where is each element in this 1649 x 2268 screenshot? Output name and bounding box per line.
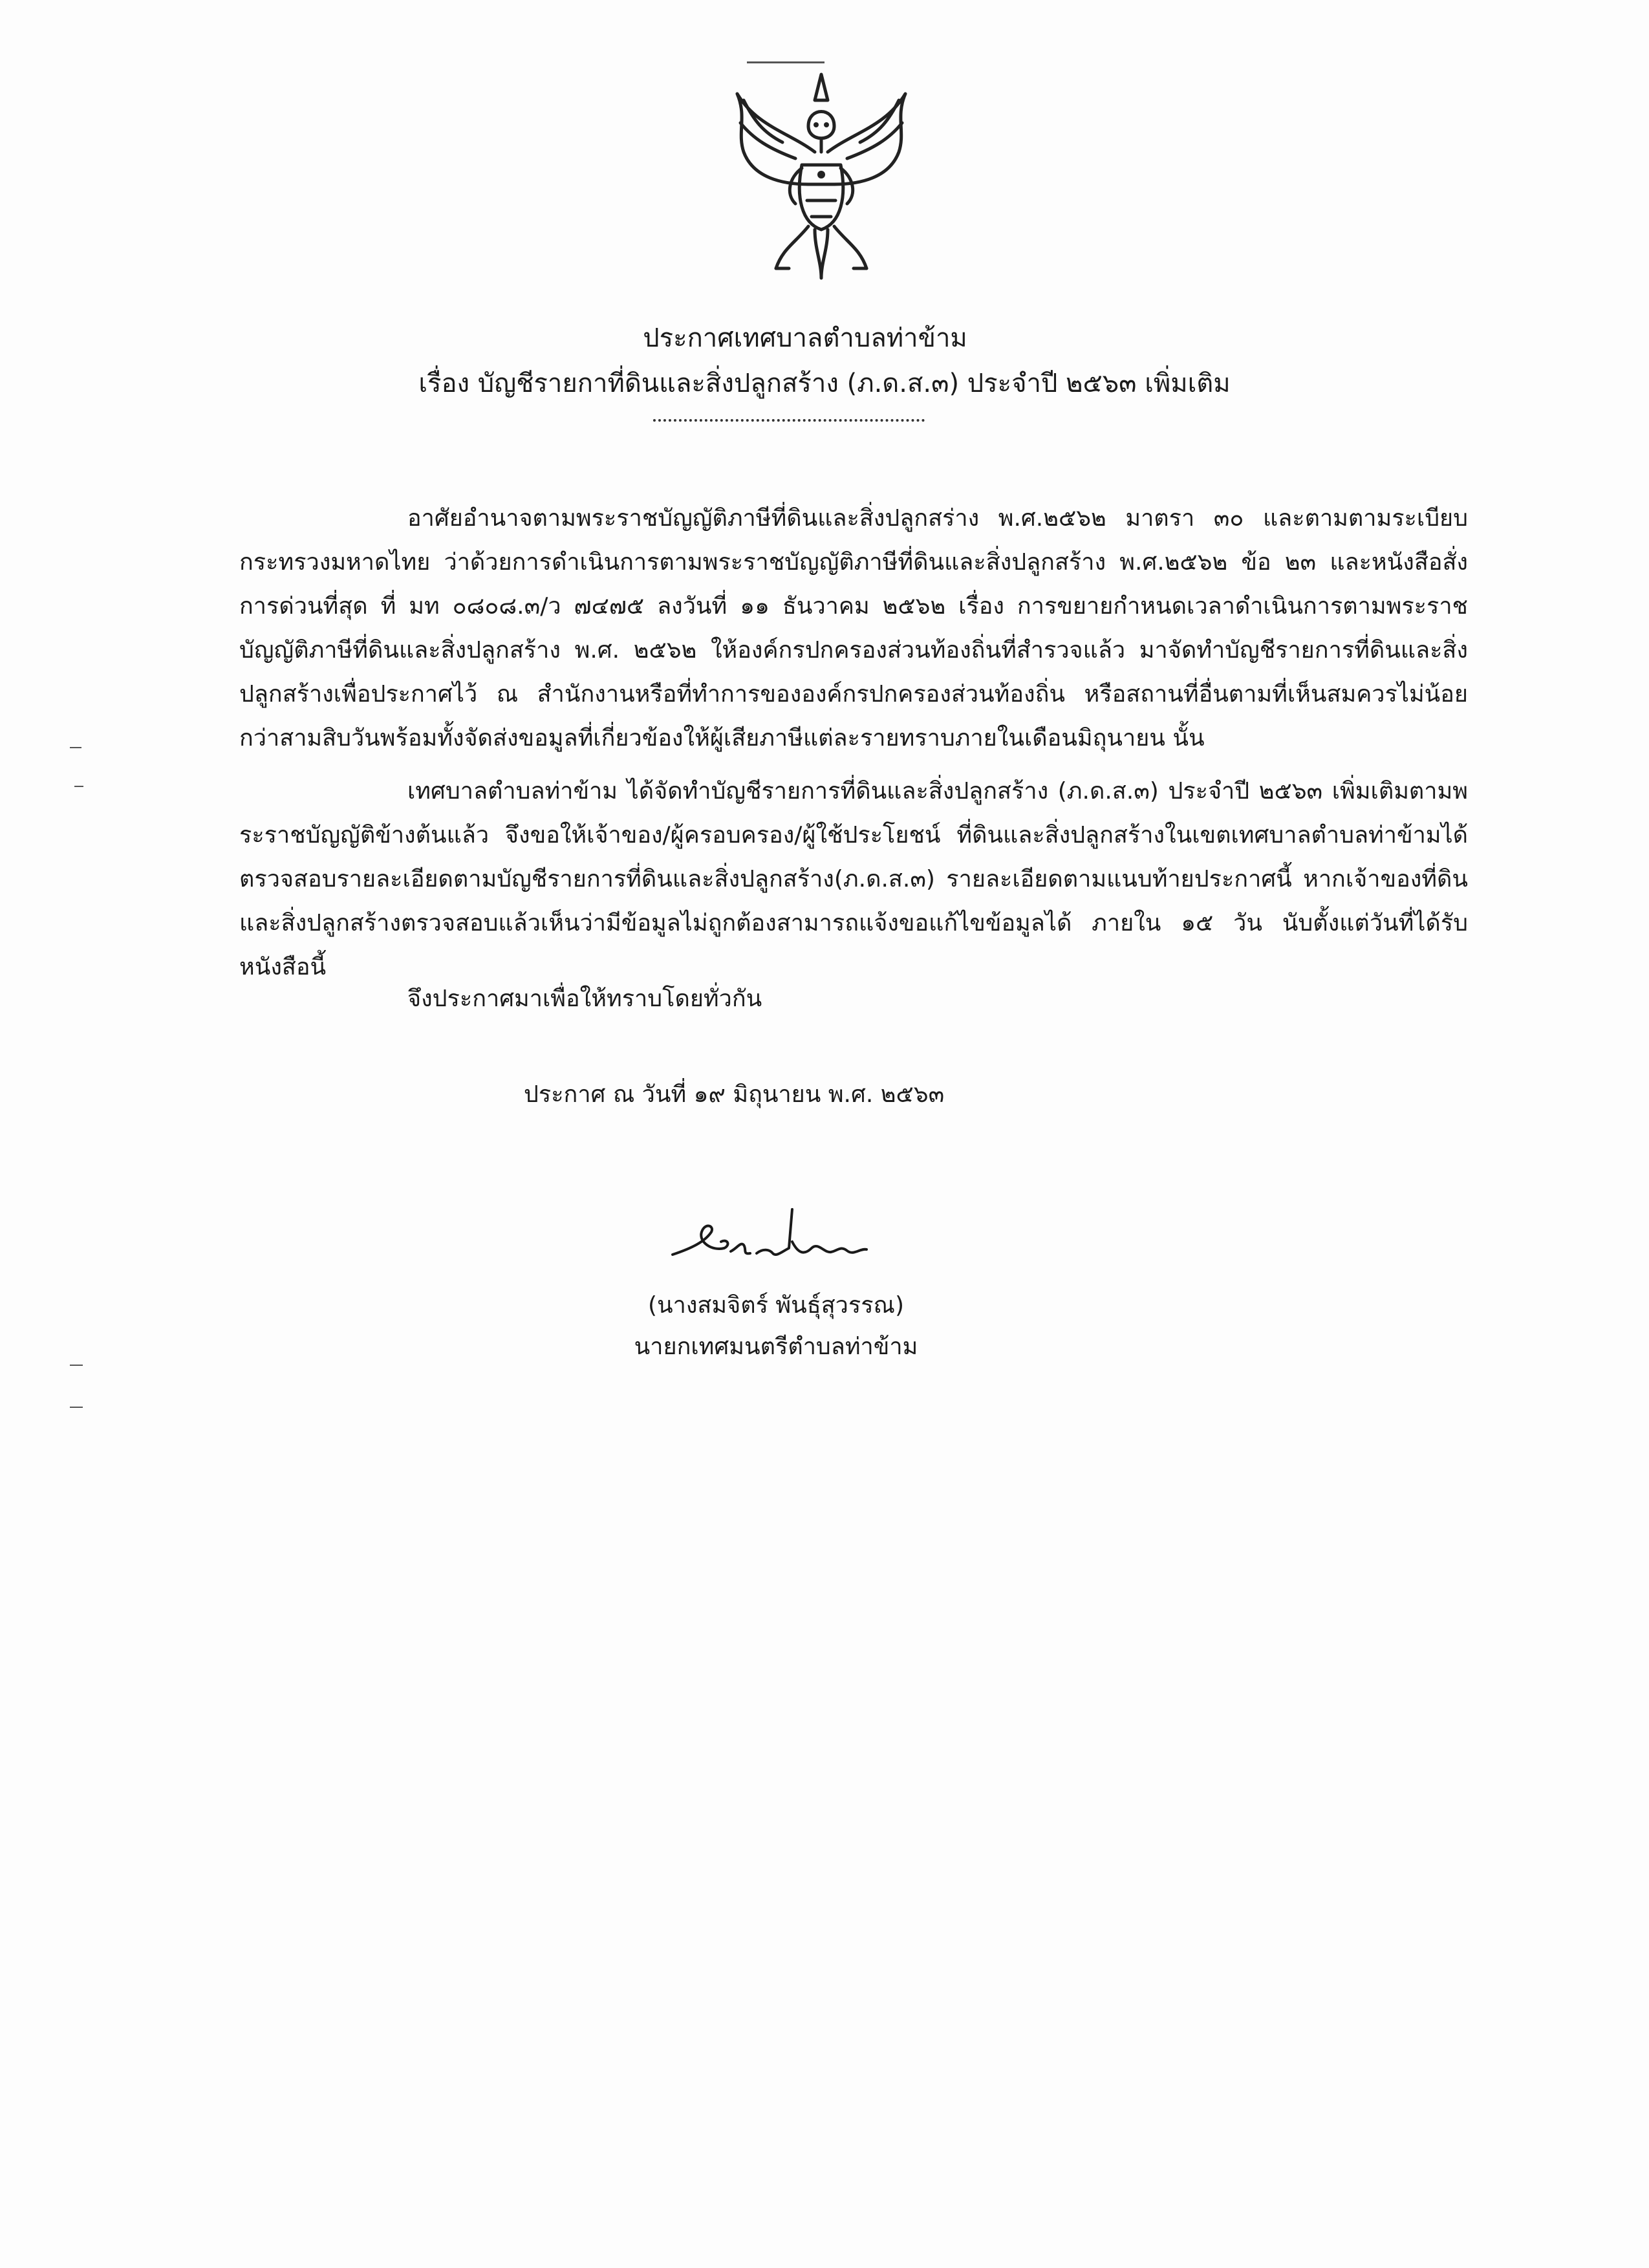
scan-mark [70, 1365, 83, 1366]
title-divider [653, 419, 925, 422]
closing-statement: จึงประกาศมาเพื่อให้ทราบโดยทั่วกัน [407, 986, 762, 1012]
announcement-subject: เรื่อง บัญชีรายกาที่ดินและสิ่งปลูกสร้าง (ภ.ด.ส.๓) ประจำปี ๒๕๖๓ เพิ่มเติม [418, 369, 1231, 398]
scan-mark [74, 786, 83, 787]
scan-mark [70, 747, 81, 748]
signer-name: (นางสมจิตร์ พันธุ์สุวรรณ) [647, 1292, 905, 1319]
signature-icon [666, 1203, 873, 1280]
garuda-emblem-icon [718, 55, 925, 288]
announcement-title: ประกาศเทศบาลตำบลท่าข้าม [643, 323, 967, 353]
scan-mark [747, 61, 824, 63]
signer-title: นายกเทศมนตรีตำบลท่าข้าม [634, 1334, 918, 1360]
body-paragraph-1: อาศัยอำนาจตามพระราชบัญญัติภาษีที่ดินและสิ่งปลูกสร่าง พ.ศ.๒๕๖๒ มาตรา ๓๐ และตามตามระเบียบกระทรวงมหาดไทย ว่าด้วยการดำเนินการตามพระราชบัญญัติภาษีที่ดินและสิ่งปลูกสร้าง พ.ศ.๒๕๖๒ ข้อ ๒๓ และหนังสือสั่งการด่วนที่สุด ที่ มท ๐๘๐๘.๓/ว ๗๔๗๕ ลงวันที่ ๑๑ ธันวาคม ๒๕๖๒ เรื่อง การขยายกำหนดเวลาดำเนินการตามพระราชบัญญัติภาษีที่ดินและสิ่งปลูกสร้าง พ.ศ. ๒๕๖๒ ให้องค์กรปกครองส่วนท้องถิ่นที่สำรวจแล้ว มาจัดทำบัญชีรายการที่ดินและสิ่งปลูกสร้างเพื่อประกาศไว้ ณ สำนักงานหรือที่ทำการขององค์กรปกครองส่วนท้องถิ่น หรือสถานที่อื่นตามที่เห็นสมควรไม่น้อยกว่าสามสิบวันพร้อมทั้งจัดส่งขอมูลที่เกี่ยวข้องให้ผู้เสียภาษีแต่ละรายทราบภายในเดือนมิถุนายน นั้น [239, 505, 1468, 751]
body-paragraph-2: เทศบาลตำบลท่าข้าม ได้จัดทำบัญชีรายการที่ดินและสิ่งปลูกสร้าง (ภ.ด.ส.๓) ประจำปี ๒๕๖๓ เพิ่มเติมตามพระราชบัญญัติข้างต้นแล้ว จึงขอให้เจ้าของ/ผู้ครอบครอง/ผู้ใช้ประโยชน์ ที่ดินและสิ่งปลูกสร้างในเขตเทศบาลตำบลท่าข้ามได้ตรวจสอบรายละเอียดตามบัญชีรายการที่ดินและสิ่งปลูกสร้าง(ภ.ด.ส.๓) รายละเอียดตามแนบท้ายประกาศนี้ หากเจ้าของที่ดินและสิ่งปลูกสร้างตรวจสอบแล้วเห็นว่ามีข้อมูลไม่ถูกต้องสามารถแจ้งขอแก้ไขข้อมูลได้ ภายใน ๑๕ วัน นับตั้งแต่วันที่ได้รับหนังสือนี้ [239, 778, 1468, 980]
announcement-date: ประกาศ ณ วันที่ ๑๙ มิถุนายน พ.ศ. ๒๕๖๓ [524, 1081, 945, 1108]
scan-mark [70, 1407, 83, 1408]
